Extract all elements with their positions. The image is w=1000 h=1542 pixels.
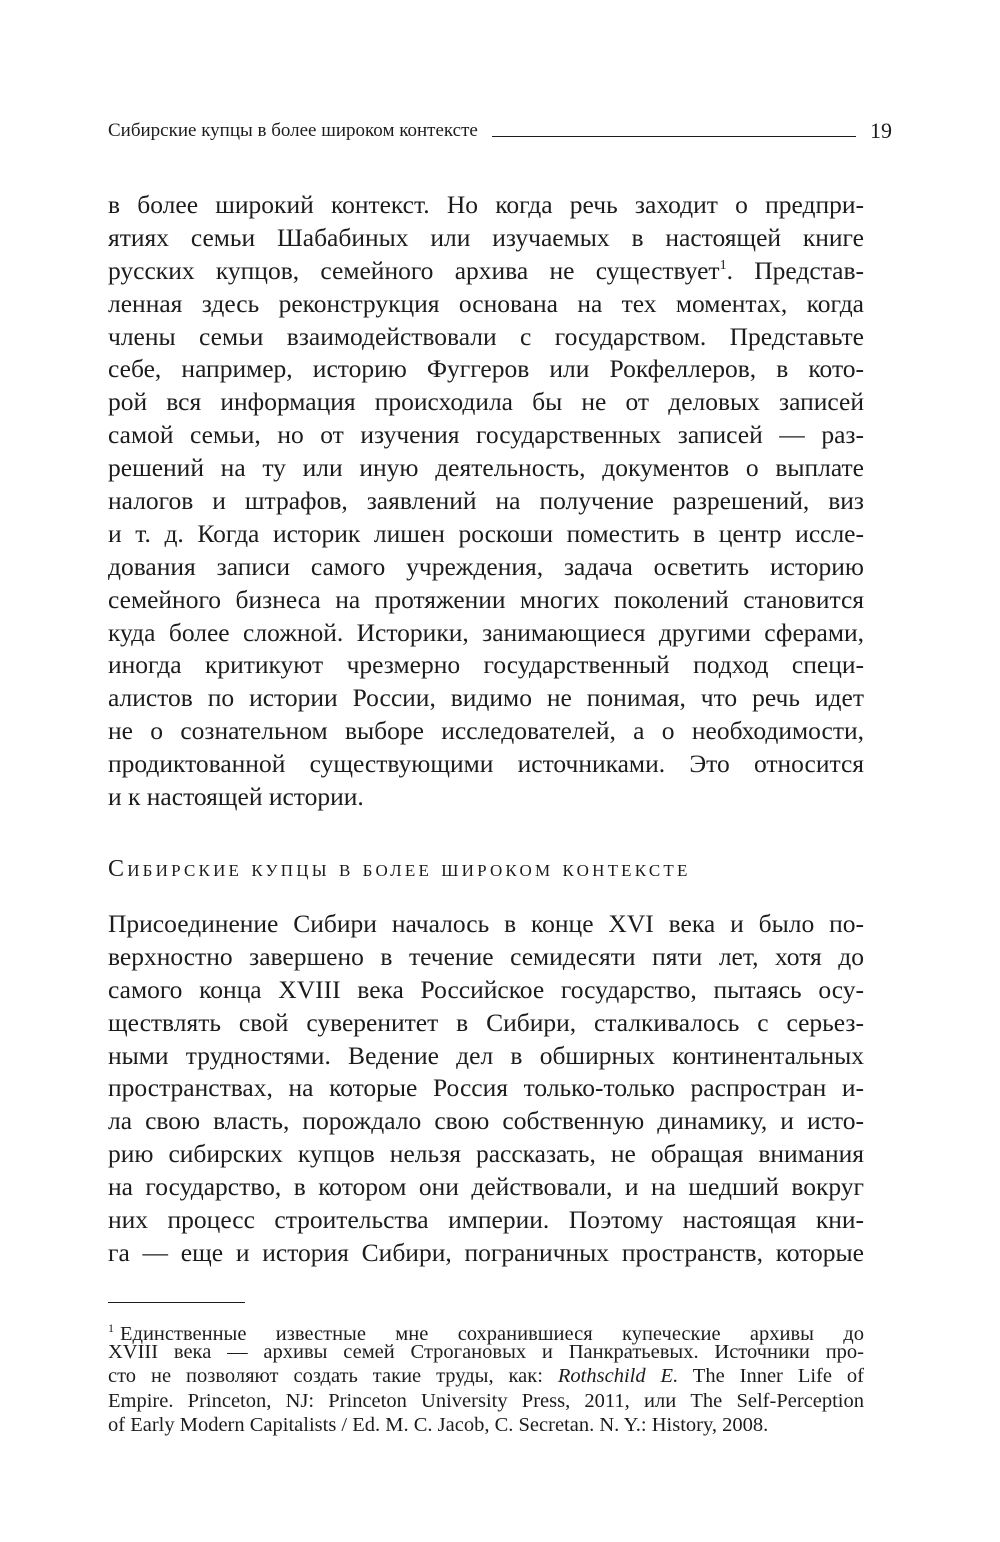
text-line: рой вся информация происходила бы не от деловых записей — [108, 387, 864, 417]
footnote-marker: 1 — [108, 1321, 114, 1335]
text-line: ятиях семьи Шабабиных или изучаемых в настоящей книге — [108, 222, 864, 252]
text-line: продиктованной существующими источниками. Это относится — [108, 749, 864, 779]
text-span: The Inner Life of — [692, 1365, 865, 1388]
text-line: семейного бизнеса на протяжении многих поколений становится — [108, 584, 864, 614]
running-title: Сибирские купцы в более широком контексте — [108, 120, 478, 141]
header-rule — [492, 136, 856, 137]
body-paragraph-1 — [108, 189, 864, 814]
text-line: ленная здесь реконструкция основана на тех моментах, когда — [108, 288, 864, 318]
text-line: самой семьи, но от изучения государственных записей — раз- — [108, 420, 864, 450]
body-paragraph-2 — [108, 908, 864, 1270]
text-span: Представ- — [754, 255, 864, 285]
text-span: Единственные известные мне сохранившиеся купеческие архивы до — [120, 1323, 864, 1345]
text-line: и к настоящей истории. — [108, 782, 364, 812]
text-line: члены семьи взаимодействовали с государством. Представьте — [108, 321, 864, 351]
running-header — [108, 120, 892, 142]
text-line: не о сознательном выборе исследователей, а о необходимости, — [108, 716, 864, 746]
text-span: русских купцов, семейного архива не существует — [108, 255, 720, 285]
text-line: пространствах, на которые Россия только-только распростран и- — [108, 1073, 864, 1103]
footnote-line — [108, 1364, 864, 1388]
page-number: 19 — [870, 118, 892, 143]
text-line: рию сибирских купцов нельзя рассказать, не обращая внимания — [108, 1139, 864, 1169]
footnote-line: of Early Modern Capitalists / Ed. M. C. Jacob, C. Secretan. N. Y.: History, 2008. — [108, 1413, 769, 1436]
text-line: ществлять свой суверенитет в Сибири, сталкивалось с серьез- — [108, 1007, 864, 1037]
text-line: них процесс строительства империи. Поэтому настоящая кни- — [108, 1205, 864, 1235]
text-line: на государство, в котором они действовали, и на шедший вокруг — [108, 1172, 864, 1202]
section-heading: Сибирские купцы в более широком контексте — [108, 856, 691, 882]
footnote-reference[interactable]: 1 — [719, 257, 727, 273]
text-line: ла свою власть, порождало свою собственную динамику, и исто- — [108, 1106, 864, 1136]
text-line: русских купцов, семейного архива не существует$^1$. Представ- — [108, 255, 864, 285]
text-line: га — еще и история Сибири, пограничных пространств, которые — [108, 1237, 864, 1267]
footnote-line — [108, 1316, 864, 1345]
text-line: алистов по истории России, видимо не понимая, что речь идет — [108, 683, 864, 713]
text-line: Присоединение Сибири началось в конце XVI века и было по- — [108, 909, 864, 938]
footnote-line: Empire. Princeton, NJ: Princeton University Press, 2011, или The Self-Perception — [108, 1389, 864, 1412]
text-line: куда более сложной. Историки, занимающиеся другими сферами, — [108, 617, 864, 647]
text-line: дования записи самого учреждения, задача осветить историю — [108, 551, 864, 581]
author-citation: Rothschild E. — [557, 1365, 679, 1388]
text-line: иногда критикуют чрезмерно государственный подход специ- — [108, 650, 864, 680]
footnote — [108, 1316, 864, 1437]
text-line: в более широкий контекст. Но когда речь заходит о предпри- — [108, 190, 864, 219]
footnote-separator — [108, 1302, 245, 1303]
text-line: решений на ту или иную деятельность, документов о выплате — [108, 453, 864, 483]
text-span: сто не позволяют создать такие труды, как: — [108, 1365, 543, 1388]
footnote-line: XVIII века — архивы семей Строгановых и Панкратьевых. Источники про- — [108, 1341, 864, 1364]
text-line: и т. д. Когда историк лишен роскоши поместить в центр иссле- — [108, 518, 864, 548]
text-line: ными трудностями. Ведение дел в обширных континентальных — [108, 1040, 864, 1070]
text-line: самого конца XVIII века Российское государство, пытаясь осу- — [108, 974, 864, 1004]
text-line: себе, например, историю Фуггеров или Рокфеллеров, в кото- — [108, 354, 864, 384]
text-line: верхностно завершено в течение семидесяти пяти лет, хотя до — [108, 941, 864, 971]
text-line: налогов и штрафов, заявлений на получение разрешений, виз — [108, 486, 864, 516]
